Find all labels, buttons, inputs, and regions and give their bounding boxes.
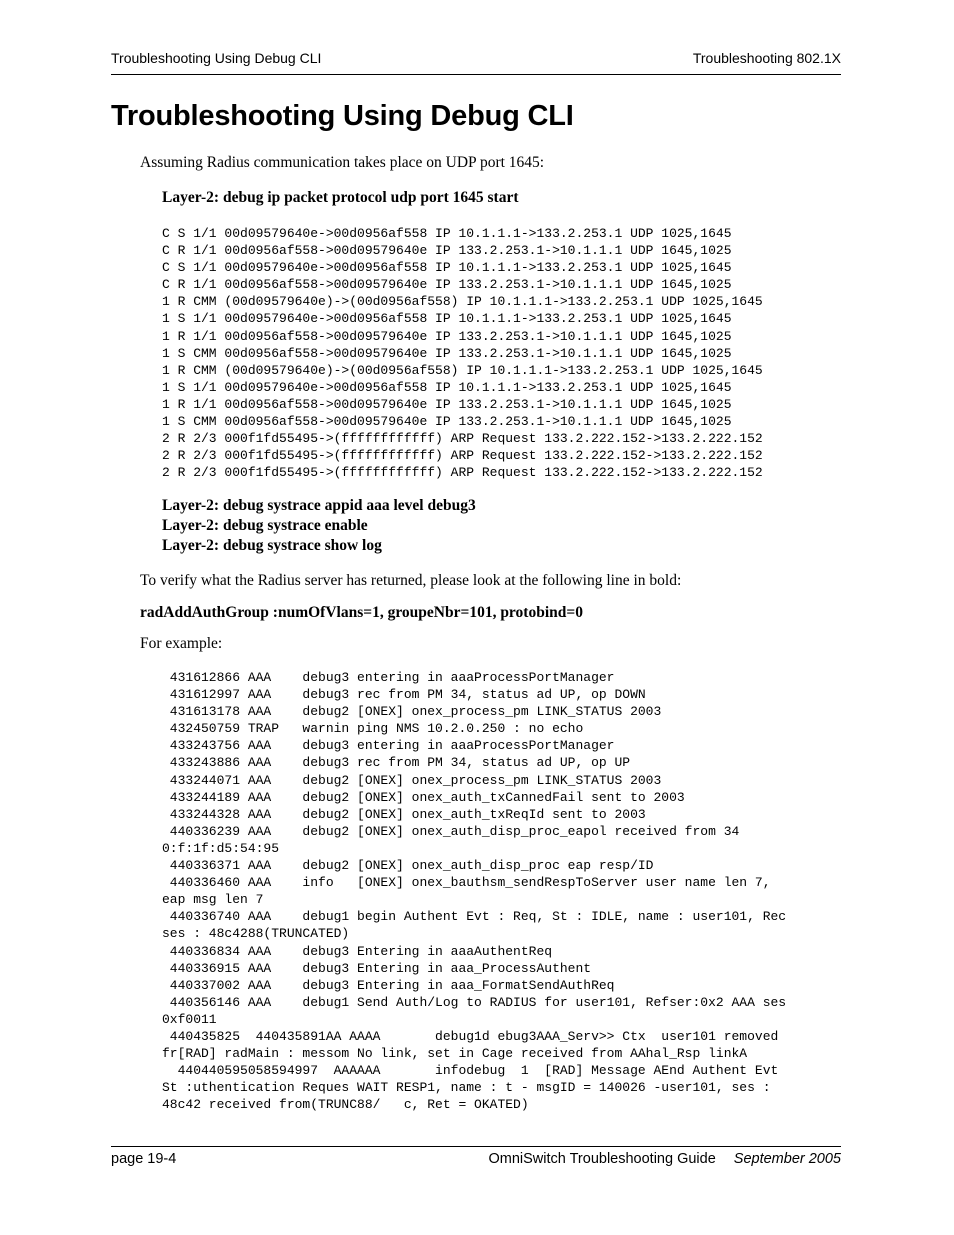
log-line: 440336740 AAA debug1 begin Authent Evt : Req, St : IDLE, name : user101, Rec [162, 909, 787, 925]
packet-trace-line: 1 S 1/1 00d09579640e->00d0956af558 IP 10.1.1.1->133.2.253.1 UDP 1025,1645 [162, 311, 732, 327]
page-title: Troubleshooting Using Debug CLI [111, 100, 574, 132]
page-number: page 19-4 [111, 1151, 177, 1167]
log-line: 0:f:1f:d5:54:95 [162, 840, 280, 856]
log-line: 432450759 TRAP warnin ping NMS 10.2.0.250 : no echo [162, 721, 584, 737]
header-divider [111, 74, 841, 75]
systrace-appid-command: Layer-2: debug systrace appid aaa level debug3 [162, 497, 476, 514]
running-footer [111, 1151, 841, 1167]
packet-trace-line: 1 S CMM 00d0956af558->00d09579640e IP 133.2.253.1->10.1.1.1 UDP 1645,1025 [162, 345, 732, 361]
log-line: 440435825 440435891AA AAAA debug1d ebug3AAA_Serv>> Ctx user101 removed [162, 1028, 779, 1044]
log-line: 48c42 received from(TRUNC88/ c, Ret = OKATED) [162, 1097, 529, 1113]
log-line: 440336371 AAA debug2 [ONEX] onex_auth_disp_proc eap resp/ID [162, 858, 654, 874]
guide-title: OmniSwitch Troubleshooting Guide [488, 1151, 716, 1167]
packet-trace-line: C R 1/1 00d0956af558->00d09579640e IP 133.2.253.1->10.1.1.1 UDP 1645,1025 [162, 277, 732, 293]
log-line: 431613178 AAA debug2 [ONEX] onex_process_pm LINK_STATUS 2003 [162, 704, 662, 720]
systrace-show-log-command: Layer-2: debug systrace show log [162, 537, 382, 554]
log-line: 0xf0011 [162, 1011, 217, 1027]
packet-trace-line: C S 1/1 00d09579640e->00d0956af558 IP 10.1.1.1->133.2.253.1 UDP 1025,1645 [162, 260, 732, 276]
header-chapter-title: Troubleshooting 802.1X [692, 50, 841, 66]
log-line: 440336239 AAA debug2 [ONEX] onex_auth_disp_proc_eapol received from 34 [162, 823, 740, 839]
footer-divider [111, 1146, 841, 1147]
packet-trace-line: 1 S CMM 00d0956af558->00d09579640e IP 133.2.253.1->10.1.1.1 UDP 1645,1025 [162, 414, 732, 430]
verify-paragraph: To verify what the Radius server has returned, please look at the following line in bold: [140, 572, 682, 589]
packet-trace-line: 1 R CMM (00d09579640e)->(00d0956af558) IP 10.1.1.1->133.2.253.1 UDP 1025,1645 [162, 362, 763, 378]
log-line: 433243756 AAA debug3 entering in aaaProcessPortManager [162, 738, 615, 754]
intro-paragraph: Assuming Radius communication takes place on UDP port 1645: [140, 154, 545, 171]
systrace-log-output [162, 669, 786, 1113]
log-line: St :uthentication Reques WAIT RESP1, name : t - msgID = 140026 -user101, ses : [162, 1080, 771, 1096]
rad-add-auth-group-line: radAddAuthGroup :numOfVlans=1, groupeNbr=101, protobind=0 [140, 604, 583, 621]
packet-trace-line: 1 S 1/1 00d09579640e->00d0956af558 IP 10.1.1.1->133.2.253.1 UDP 1025,1645 [162, 379, 732, 395]
log-line: 431612866 AAA debug3 entering in aaaProcessPortManager [162, 670, 615, 685]
log-line: 433243886 AAA debug3 rec from PM 34, status ad UP, op UP [162, 755, 631, 771]
log-line: 433244189 AAA debug2 [ONEX] onex_auth_txCannedFail sent to 2003 [162, 789, 685, 805]
log-line: 431612997 AAA debug3 rec from PM 34, status ad UP, op DOWN [162, 687, 646, 703]
footer-publication [488, 1151, 841, 1167]
log-line: ses : 48c4288(TRUNCATED) [162, 926, 350, 942]
publication-date: September 2005 [733, 1151, 841, 1167]
log-line: 440356146 AAA debug1 Send Auth/Log to RADIUS for user101, Refser:0x2 AAA ses [162, 994, 787, 1010]
log-line: 440337002 AAA debug3 Entering in aaa_FormatSendAuthReq [162, 977, 615, 993]
packet-trace-line: 1 R 1/1 00d0956af558->00d09579640e IP 133.2.253.1->10.1.1.1 UDP 1645,1025 [162, 328, 732, 344]
debug-ip-packet-command: Layer-2: debug ip packet protocol udp port 1645 start [162, 189, 519, 206]
systrace-enable-command: Layer-2: debug systrace enable [162, 517, 368, 534]
packet-trace-line: 2 R 2/3 000f1fd55495->(ffffffffffff) ARP Request 133.2.222.152->133.2.222.152 [162, 431, 763, 447]
packet-trace-output [162, 225, 763, 481]
log-line: 440336834 AAA debug3 Entering in aaaAuthentReq [162, 943, 553, 959]
packet-trace-line: C R 1/1 00d0956af558->00d09579640e IP 133.2.253.1->10.1.1.1 UDP 1645,1025 [162, 243, 732, 259]
log-line: 440336460 AAA info [ONEX] onex_bauthsm_sendRespToServer user name len 7, [162, 875, 771, 891]
packet-trace-line: 1 R 1/1 00d0956af558->00d09579640e IP 133.2.253.1->10.1.1.1 UDP 1645,1025 [162, 396, 732, 412]
log-line: 440440595058594997 AAAAAA infodebug 1 [RAD] Message AEnd Authent Evt [162, 1063, 779, 1079]
running-header [111, 50, 841, 66]
packet-trace-line: 2 R 2/3 000f1fd55495->(ffffffffffff) ARP Request 133.2.222.152->133.2.222.152 [162, 465, 763, 481]
packet-trace-line: 2 R 2/3 000f1fd55495->(ffffffffffff) ARP Request 133.2.222.152->133.2.222.152 [162, 448, 763, 464]
packet-trace-line: C S 1/1 00d09579640e->00d0956af558 IP 10.1.1.1->133.2.253.1 UDP 1025,1645 [162, 226, 732, 241]
example-label: For example: [140, 635, 223, 652]
header-section-title: Troubleshooting Using Debug CLI [111, 50, 322, 66]
log-line: 440336915 AAA debug3 Entering in aaa_ProcessAuthent [162, 960, 592, 976]
packet-trace-line: 1 R CMM (00d09579640e)->(00d0956af558) IP 10.1.1.1->133.2.253.1 UDP 1025,1645 [162, 294, 763, 310]
log-line: 433244328 AAA debug2 [ONEX] onex_auth_txReqId sent to 2003 [162, 806, 646, 822]
log-line: eap msg len 7 [162, 892, 264, 908]
log-line: fr[RAD] radMain : messom No link, set in Cage received from AAhal_Rsp linkA [162, 1046, 748, 1062]
log-line: 433244071 AAA debug2 [ONEX] onex_process_pm LINK_STATUS 2003 [162, 772, 662, 788]
